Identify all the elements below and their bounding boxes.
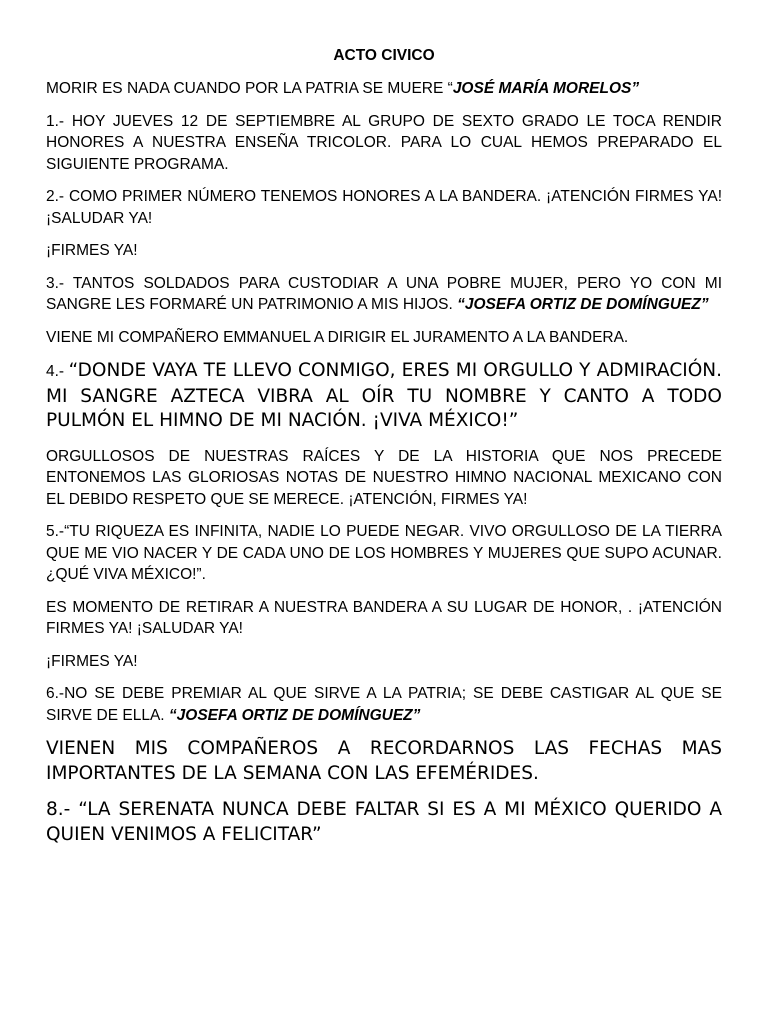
item-2: 2.- COMO PRIMER NÚMERO TENEMOS HONORES A LA BANDERA. ¡ATENCIÓN FIRMES YA! ¡SALUDAR YA! — [46, 188, 722, 227]
quote-morelos — [46, 78, 722, 100]
quote-author: JOSÉ MARÍA MORELOS” — [452, 80, 640, 97]
command-firmes-2: ¡FIRMES YA! — [46, 652, 138, 670]
quote-text: MORIR ES NADA CUANDO POR LA PATRIA SE MUERE “ — [46, 80, 453, 97]
item-4-number: 4.- — [46, 363, 69, 380]
item-4 — [46, 359, 722, 434]
item-5: 5.-“TU RIQUEZA ES INFINITA, NADIE LO PUEDE NEGAR. VIVO ORGULLOSO DE LA TIERRA QUE ME VIO NACER Y DE CADA UNO DE LOS HOMBRES Y MUJERES QUE SUPO ACUNAR. ¿QUÉ VIVA MÉXICO!”. — [46, 523, 722, 583]
item-8: 8.- “LA SERENATA NUNCA DEBE FALTAR SI ES A MI MÉXICO QUERIDO A QUIEN VENIMOS A FELICITAR” — [46, 799, 722, 845]
item-3 — [46, 273, 722, 316]
item-3-text: 3.- TANTOS SOLDADOS PARA CUSTODIAR A UNA POBRE MUJER, PERO YO CON MI SANGRE LES FORMARÉ UN PATRIMONIO A MIS HIJOS. — [46, 274, 722, 313]
item-3-author: “JOSEFA ORTIZ DE DOMÍNGUEZ” — [457, 296, 709, 313]
anthem-intro: ORGULLOSOS DE NUESTRAS RAÍCES Y DE LA HISTORIA QUE NOS PRECEDE ENTONEMOS LAS GLORIOSAS NOTAS DE NUESTRO HIMNO NACIONAL MEXICANO CON EL DEBIDO RESPETO QUE SE MERECE. ¡ATENCIÓN, FIRMES YA! — [46, 447, 722, 508]
efemerides-intro: VIENEN MIS COMPAÑEROS A RECORDARNOS LAS FECHAS MAS IMPORTANTES DE LA SEMANA CON LAS EFEMÉRIDES. — [46, 738, 722, 784]
flag-retire: ES MOMENTO DE RETIRAR A NUESTRA BANDERA A SU LUGAR DE HONOR, . ¡ATENCIÓN FIRMES YA! ¡SALUDAR YA! — [46, 598, 722, 637]
item-6-text: 6.-NO SE DEBE PREMIAR AL QUE SIRVE A LA PATRIA; SE DEBE CASTIGAR AL QUE SE SIRVE DE ELLA. — [46, 685, 722, 724]
document-title: ACTO CIVICO — [333, 47, 435, 64]
item-1: 1.- HOY JUEVES 12 DE SEPTIEMBRE AL GRUPO DE SEXTO GRADO LE TOCA RENDIR HONORES A NUESTRA ENSEÑA TRICOLOR. PARA LO CUAL HEMOS PREPARADO EL SIGUIENTE PROGRAMA. — [46, 112, 722, 173]
item-4-text: “DONDE VAYA TE LLEVO CONMIGO, ERES MI ORGULLO Y ADMIRACIÓN. MI SANGRE AZTECA VIBRA AL OÍR TU NOMBRE Y CANTO A TODO PULMÓN EL HIMNO DE MI NACIÓN. ¡VIVA MÉXICO!” — [46, 360, 722, 431]
command-firmes: ¡FIRMES YA! — [46, 242, 138, 259]
item-6-author: “JOSEFA ORTIZ DE DOMÍNGUEZ” — [168, 706, 421, 724]
oath-intro: VIENE MI COMPAÑERO EMMANUEL A DIRIGIR EL JURAMENTO A LA BANDERA. — [46, 328, 629, 346]
item-6 — [46, 683, 722, 726]
